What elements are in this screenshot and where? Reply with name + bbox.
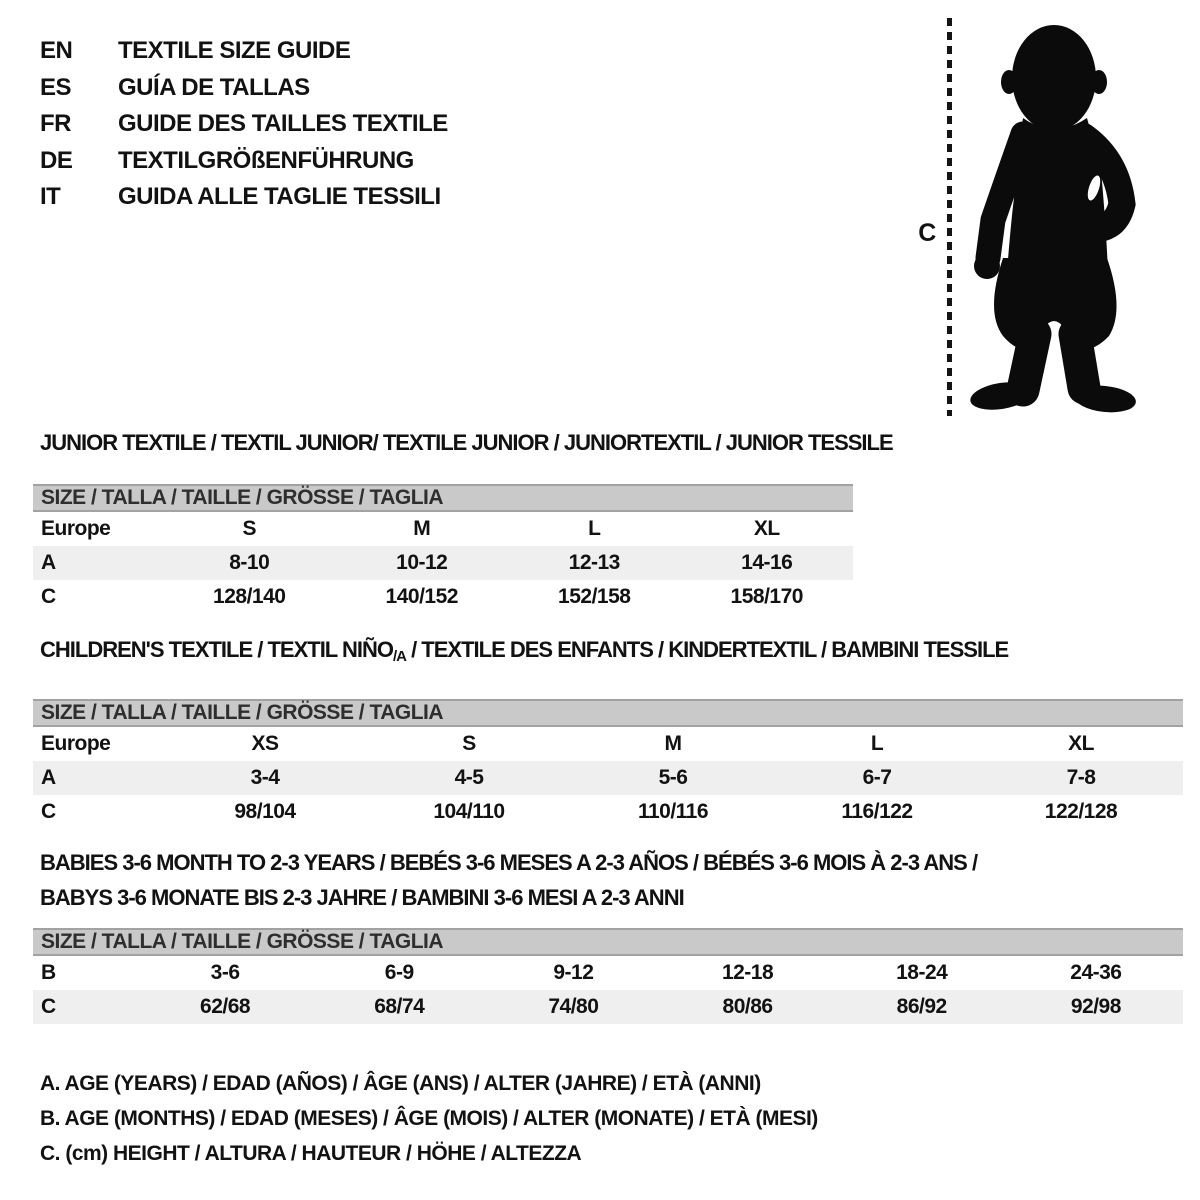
cell: 5-6 <box>658 766 688 789</box>
row-label: B <box>41 961 56 984</box>
children-size-table <box>33 727 1183 829</box>
cell: 3-4 <box>250 766 280 789</box>
babies-size-table <box>33 956 1183 1024</box>
cell: 24-36 <box>1070 961 1122 984</box>
section-babies-textile <box>33 845 1183 1024</box>
lang-code: IT <box>40 183 61 210</box>
lang-label: TEXTILGRÖßENFÜHRUNG <box>118 146 414 174</box>
title-part: CHILDREN'S TEXTILE / TEXTIL NIÑO <box>40 637 393 662</box>
table-row-height <box>33 795 1183 829</box>
col-header-region: Europe <box>41 732 111 755</box>
lang-row-fr <box>40 106 448 143</box>
row-label: C <box>41 995 56 1018</box>
table-header-row <box>33 512 853 546</box>
cell: 12-18 <box>721 961 774 984</box>
section-title <box>33 845 1183 915</box>
cell: 128/140 <box>213 585 286 608</box>
row-label: C <box>41 585 56 608</box>
lang-row-de <box>40 143 448 180</box>
section-childrens-textile <box>33 637 1183 829</box>
cell: 152/158 <box>558 585 631 608</box>
col-header: M <box>664 732 682 755</box>
cell: 80/86 <box>722 995 773 1018</box>
lang-label: GUIDA ALLE TAGLIE TESSILI <box>118 183 441 210</box>
col-header: XL <box>753 517 780 540</box>
section-junior-textile <box>33 430 893 614</box>
cell: 12-13 <box>568 551 620 574</box>
row-label: A <box>41 551 56 574</box>
cell: 86/92 <box>896 995 947 1018</box>
col-header: XS <box>251 732 279 755</box>
height-dashed-line <box>947 18 952 416</box>
table-row-height <box>33 580 853 614</box>
size-header-bar: SIZE / TALLA / TAILLE / GRÖSSE / TAGLIA <box>33 699 1183 727</box>
section-title <box>33 637 1183 670</box>
col-header: M <box>413 517 431 540</box>
lang-label: GUÍA DE TALLAS <box>118 73 310 101</box>
note-age-years: A. AGE (YEARS) / EDAD (AÑOS) / ÂGE (ANS) / ALTER (JAHRE) / ETÀ (ANNI) <box>40 1072 761 1095</box>
cell: 110/116 <box>637 800 709 823</box>
cell: 62/68 <box>200 995 251 1018</box>
col-header-region: Europe <box>41 517 111 540</box>
cell: 6-9 <box>384 961 414 984</box>
lang-row-it <box>40 179 448 216</box>
cell: 104/110 <box>433 800 505 823</box>
size-header-bar: SIZE / TALLA / TAILLE / GRÖSSE / TAGLIA <box>33 484 853 512</box>
note-age-months: B. AGE (MONTHS) / EDAD (MESES) / ÂGE (MOIS) / ALTER (MONATE) / ETÀ (MESI) <box>40 1107 818 1130</box>
title-line-1: BABIES 3-6 MONTH TO 2-3 YEARS / BEBÉS 3-6 MESES A 2-3 AÑOS / BÉBÉS 3-6 MOIS À 2-3 ANS / <box>40 850 978 875</box>
col-header: L <box>588 517 601 540</box>
table-row-age <box>33 761 1183 795</box>
cell: 18-24 <box>896 961 948 984</box>
cell: 74/80 <box>548 995 599 1018</box>
size-header-bar: SIZE / TALLA / TAILLE / GRÖSSE / TAGLIA <box>33 928 1183 956</box>
height-measure-label: C <box>918 219 936 247</box>
cell: 92/98 <box>1070 995 1121 1018</box>
cell: 116/122 <box>841 800 913 823</box>
table-row-age <box>33 546 853 580</box>
title-line-2: BABYS 3-6 MONATE BIS 2-3 JAHRE / BAMBINI 3-6 MESI A 2-3 ANNI <box>40 885 684 910</box>
cell: 4-5 <box>454 766 484 789</box>
cell: 14-16 <box>741 551 793 574</box>
lang-label: GUIDE DES TAILLES TEXTILE <box>118 110 448 137</box>
cell: 6-7 <box>862 766 892 789</box>
toddler-silhouette-image <box>963 20 1141 422</box>
table-row-age-months <box>33 956 1183 990</box>
language-header <box>40 33 448 216</box>
cell: 140/152 <box>385 585 458 608</box>
cell: 68/74 <box>374 995 425 1018</box>
cell: 8-10 <box>229 551 270 574</box>
cell: 98/104 <box>234 800 296 823</box>
legend-notes <box>40 1066 818 1171</box>
col-header: XL <box>1068 732 1094 755</box>
lang-code: ES <box>40 73 72 101</box>
lang-code: DE <box>40 146 73 174</box>
section-title: JUNIOR TEXTILE / TEXTIL JUNIOR/ TEXTILE JUNIOR / JUNIORTEXTIL / JUNIOR TESSILE <box>40 430 893 455</box>
cell: 9-12 <box>553 961 594 984</box>
title-part: / TEXTILE DES ENFANTS / KINDERTEXTIL / BAMBINI TESSILE <box>405 637 1009 662</box>
table-header-row <box>33 727 1183 761</box>
row-label: C <box>41 800 56 823</box>
col-header: S <box>462 732 476 755</box>
cell: 122/128 <box>1044 800 1118 823</box>
cell: 158/170 <box>730 585 803 608</box>
junior-size-table <box>33 512 853 614</box>
table-row-height <box>33 990 1183 1024</box>
lang-row-en <box>40 33 448 70</box>
cell: 7-8 <box>1066 766 1096 789</box>
note-height-cm: C. (cm) HEIGHT / ALTURA / HAUTEUR / HÖHE / ALTEZZA <box>40 1142 582 1165</box>
title-subscript: /A <box>392 648 406 665</box>
cell: 10-12 <box>396 551 448 574</box>
cell: 3-6 <box>210 961 240 984</box>
lang-row-es <box>40 70 448 107</box>
lang-label: TEXTILE SIZE GUIDE <box>118 37 351 64</box>
lang-code: FR <box>40 110 71 137</box>
col-header: S <box>242 517 256 540</box>
lang-code: EN <box>40 37 73 64</box>
col-header: L <box>870 732 884 755</box>
row-label: A <box>41 766 56 789</box>
